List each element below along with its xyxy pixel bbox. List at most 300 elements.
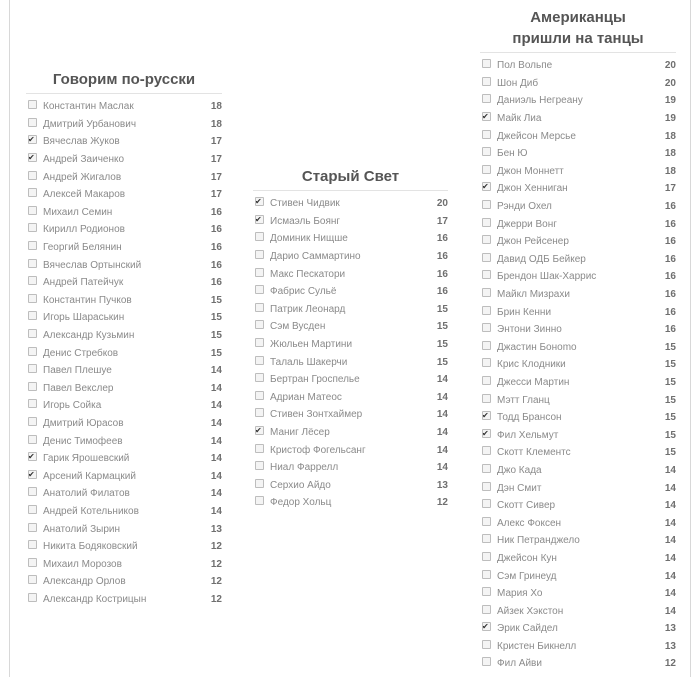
player-row[interactable]: [26, 116, 222, 134]
player-checkbox[interactable]: [482, 147, 491, 156]
player-checkbox[interactable]: [482, 587, 491, 596]
player-row[interactable]: [480, 145, 676, 163]
player-list: [26, 98, 222, 608]
player-row[interactable]: [26, 133, 222, 151]
player-count: 15: [664, 359, 676, 371]
player-count: 14: [664, 482, 676, 494]
player-count: 16: [664, 236, 676, 248]
player-row[interactable]: [26, 168, 222, 186]
player-name: Скотт Сивер: [497, 500, 556, 512]
player-checkbox[interactable]: [482, 411, 491, 420]
player-row[interactable]: [26, 397, 222, 415]
player-checkbox[interactable]: [255, 444, 264, 453]
player-checkbox[interactable]: [482, 657, 491, 666]
player-row[interactable]: [253, 195, 448, 213]
player-count: 13: [664, 623, 676, 635]
player-checkbox[interactable]: [482, 323, 491, 332]
player-checkbox[interactable]: [482, 270, 491, 279]
player-checkbox[interactable]: [482, 482, 491, 491]
player-name: Дмитрий Юрасов: [43, 417, 124, 429]
column-title: Говорим по-русски: [26, 69, 222, 94]
player-count: 14: [210, 453, 222, 465]
player-row[interactable]: [480, 655, 676, 673]
column-old-world: [253, 166, 448, 512]
player-checkbox[interactable]: [255, 408, 264, 417]
player-name: Тодд Брансон: [497, 412, 562, 424]
player-row[interactable]: [480, 339, 676, 357]
player-row[interactable]: [26, 204, 222, 222]
player-row[interactable]: [480, 444, 676, 462]
player-checkbox[interactable]: [482, 94, 491, 103]
player-count: 16: [436, 268, 448, 280]
player-row[interactable]: [253, 353, 448, 371]
player-checkbox[interactable]: [255, 391, 264, 400]
player-name: Адриан Матеос: [270, 391, 342, 403]
player-count: 15: [664, 412, 676, 424]
player-checkbox[interactable]: [255, 232, 264, 241]
player-count: 16: [436, 286, 448, 298]
player-checkbox[interactable]: [482, 534, 491, 543]
player-name: Анатолий Филатов: [43, 488, 130, 500]
player-row[interactable]: [480, 163, 676, 181]
player-checkbox[interactable]: [28, 153, 37, 162]
player-name: Бертран Гроспелье: [270, 374, 360, 386]
player-name: Талаль Шакерчи: [270, 356, 348, 368]
player-count: 20: [436, 198, 448, 210]
player-row[interactable]: [480, 57, 676, 75]
player-checkbox[interactable]: [255, 197, 264, 206]
player-row[interactable]: [26, 309, 222, 327]
player-row[interactable]: [26, 186, 222, 204]
player-count: 12: [210, 593, 222, 605]
player-row[interactable]: [480, 620, 676, 638]
player-count: 12: [664, 658, 676, 670]
player-checkbox[interactable]: [28, 399, 37, 408]
player-row[interactable]: [480, 303, 676, 321]
player-name: Андрей Жигалов: [43, 171, 122, 183]
player-name: Джейсон Кун: [497, 552, 557, 564]
player-checkbox[interactable]: [28, 135, 37, 144]
player-name: Маниг Лёсер: [270, 427, 330, 439]
player-checkbox[interactable]: [482, 394, 491, 403]
player-checkbox[interactable]: [28, 575, 37, 584]
player-checkbox[interactable]: [28, 223, 37, 232]
player-checkbox[interactable]: [28, 417, 37, 426]
player-checkbox[interactable]: [28, 311, 37, 320]
player-row[interactable]: [480, 251, 676, 269]
player-row[interactable]: [480, 550, 676, 568]
player-name: Мария Хо: [497, 588, 543, 600]
player-checkbox[interactable]: [482, 253, 491, 262]
player-row[interactable]: [480, 409, 676, 427]
player-checkbox[interactable]: [255, 215, 264, 224]
player-name: Денис Стребков: [43, 347, 119, 359]
player-row[interactable]: [253, 301, 448, 319]
player-row[interactable]: [26, 591, 222, 609]
player-name: Александр Кузьмин: [43, 330, 135, 342]
player-row[interactable]: [480, 233, 676, 251]
player-name: Игорь Шараськин: [43, 312, 125, 324]
player-checkbox[interactable]: [482, 640, 491, 649]
player-count: 16: [664, 253, 676, 265]
player-checkbox[interactable]: [482, 59, 491, 68]
player-name: Жюльен Мартини: [270, 339, 353, 351]
player-row[interactable]: [26, 415, 222, 433]
player-row[interactable]: [26, 538, 222, 556]
player-row[interactable]: [26, 292, 222, 310]
player-name: Скотт Клементс: [497, 447, 571, 459]
player-checkbox[interactable]: [482, 376, 491, 385]
player-name: Джон Моннетт: [497, 165, 564, 177]
player-name: Дарио Саммартино: [270, 251, 361, 263]
player-checkbox[interactable]: [482, 429, 491, 438]
player-row[interactable]: [253, 283, 448, 301]
player-checkbox[interactable]: [28, 259, 37, 268]
player-row[interactable]: [480, 497, 676, 515]
player-name: Патрик Леонард: [270, 303, 346, 315]
player-name: Даниэль Негреану: [497, 95, 583, 107]
player-checkbox[interactable]: [28, 505, 37, 514]
player-count: 15: [436, 303, 448, 315]
player-count: 16: [210, 242, 222, 254]
player-row[interactable]: [253, 389, 448, 407]
player-row[interactable]: [26, 98, 222, 116]
player-row[interactable]: [480, 638, 676, 656]
player-checkbox[interactable]: [482, 622, 491, 631]
player-name: Александр Кострицын: [43, 593, 147, 605]
player-row[interactable]: [26, 573, 222, 591]
player-checkbox[interactable]: [28, 487, 37, 496]
player-count: 16: [436, 233, 448, 245]
player-name: Андрей Патейчук: [43, 277, 124, 289]
player-checkbox[interactable]: [255, 285, 264, 294]
player-name: Кристен Бикнелл: [497, 640, 577, 652]
player-checkbox[interactable]: [482, 112, 491, 121]
player-checkbox[interactable]: [255, 479, 264, 488]
player-count: 14: [436, 374, 448, 386]
player-checkbox[interactable]: [482, 218, 491, 227]
player-count: 19: [664, 113, 676, 125]
player-checkbox[interactable]: [28, 593, 37, 602]
player-row[interactable]: [26, 344, 222, 362]
player-row[interactable]: [26, 503, 222, 521]
player-row[interactable]: [253, 477, 448, 495]
player-checkbox[interactable]: [482, 464, 491, 473]
player-row[interactable]: [480, 268, 676, 286]
player-list: [253, 195, 448, 512]
player-checkbox[interactable]: [482, 570, 491, 579]
player-row[interactable]: [480, 479, 676, 497]
column-americans: [480, 7, 676, 673]
player-name: Эрик Сайдел: [497, 623, 558, 635]
player-row[interactable]: [480, 321, 676, 339]
player-count: 14: [664, 552, 676, 564]
player-count: 16: [210, 206, 222, 218]
player-checkbox[interactable]: [482, 358, 491, 367]
player-row[interactable]: [26, 221, 222, 239]
player-name: Федор Хольц: [270, 497, 332, 509]
player-name: Арсений Кармацкий: [43, 470, 136, 482]
player-row[interactable]: [480, 180, 676, 198]
player-checkbox[interactable]: [482, 499, 491, 508]
player-row[interactable]: [253, 371, 448, 389]
player-name: Брендон Шак-Харрис: [497, 271, 597, 283]
player-checkbox[interactable]: [28, 276, 37, 285]
player-row[interactable]: [26, 151, 222, 169]
player-name: Анатолий Зырин: [43, 523, 121, 535]
player-name: Андрей Заиченко: [43, 154, 125, 166]
player-count: 15: [664, 447, 676, 459]
player-name: Сэм Вусден: [270, 321, 326, 333]
player-count: 15: [436, 339, 448, 351]
player-name: Фил Айви: [497, 658, 542, 670]
player-checkbox[interactable]: [482, 165, 491, 174]
player-checkbox[interactable]: [28, 540, 37, 549]
player-row[interactable]: [26, 485, 222, 503]
player-checkbox[interactable]: [482, 200, 491, 209]
player-checkbox[interactable]: [28, 452, 37, 461]
player-row[interactable]: [26, 467, 222, 485]
player-count: 16: [436, 251, 448, 263]
player-checkbox[interactable]: [482, 182, 491, 191]
player-row[interactable]: [480, 374, 676, 392]
player-row[interactable]: [253, 494, 448, 512]
player-count: 14: [210, 365, 222, 377]
player-name: Доминик Нищше: [270, 233, 348, 245]
player-name: Ниал Фаррелл: [270, 462, 339, 474]
player-count: 15: [210, 312, 222, 324]
player-count: 12: [210, 541, 222, 553]
player-name: Джейсон Мерсье: [497, 130, 576, 142]
player-count: 13: [436, 479, 448, 491]
player-checkbox[interactable]: [28, 347, 37, 356]
player-name: Гарик Ярошевский: [43, 453, 130, 465]
player-checkbox[interactable]: [28, 100, 37, 109]
player-name: Вячеслав Жуков: [43, 136, 120, 148]
player-name: Михаил Морозов: [43, 558, 122, 570]
player-checkbox[interactable]: [255, 356, 264, 365]
player-checkbox[interactable]: [482, 341, 491, 350]
player-checkbox[interactable]: [28, 329, 37, 338]
player-checkbox[interactable]: [255, 373, 264, 382]
player-count: 14: [436, 462, 448, 474]
player-row[interactable]: [480, 426, 676, 444]
player-row[interactable]: [26, 520, 222, 538]
player-name: Стивен Чидвик: [270, 198, 340, 210]
player-count: 14: [436, 409, 448, 421]
player-row[interactable]: [253, 213, 448, 231]
player-row[interactable]: [480, 585, 676, 603]
player-name: Джерри Вонг: [497, 218, 557, 230]
player-name: Константин Маслак: [43, 101, 134, 113]
player-name: Майк Лиа: [497, 113, 542, 125]
player-count: 14: [664, 605, 676, 617]
player-row[interactable]: [480, 198, 676, 216]
player-name: Константин Пучков: [43, 294, 132, 306]
player-checkbox[interactable]: [482, 446, 491, 455]
player-row[interactable]: [480, 127, 676, 145]
player-row[interactable]: [26, 327, 222, 345]
player-row[interactable]: [480, 602, 676, 620]
player-count: 16: [664, 289, 676, 301]
player-name: Джесси Мартин: [497, 376, 570, 388]
player-row[interactable]: [480, 462, 676, 480]
player-row[interactable]: [253, 248, 448, 266]
player-count: 17: [210, 171, 222, 183]
player-checkbox[interactable]: [28, 171, 37, 180]
player-checkbox[interactable]: [28, 206, 37, 215]
player-checkbox[interactable]: [28, 382, 37, 391]
player-name: Алекс Фоксен: [497, 517, 562, 529]
player-checkbox[interactable]: [482, 552, 491, 561]
player-checkbox[interactable]: [28, 241, 37, 250]
player-checkbox[interactable]: [482, 517, 491, 526]
player-row[interactable]: [253, 230, 448, 248]
player-count: 14: [210, 488, 222, 500]
player-row[interactable]: [26, 239, 222, 257]
player-name: Энтони Зинно: [497, 324, 562, 336]
player-name: Джон Хенниган: [497, 183, 568, 195]
player-checkbox[interactable]: [28, 294, 37, 303]
player-row[interactable]: [253, 265, 448, 283]
player-row[interactable]: [26, 274, 222, 292]
player-row[interactable]: [480, 514, 676, 532]
player-name: Дмитрий Урбанович: [43, 118, 137, 130]
player-checkbox[interactable]: [482, 77, 491, 86]
player-count: 12: [210, 558, 222, 570]
player-row[interactable]: [253, 406, 448, 424]
player-row[interactable]: [480, 110, 676, 128]
player-row[interactable]: [26, 432, 222, 450]
player-row[interactable]: [480, 92, 676, 110]
player-name: Денис Тимофеев: [43, 435, 123, 447]
player-count: 15: [210, 294, 222, 306]
player-row[interactable]: [26, 450, 222, 468]
player-count: 13: [210, 523, 222, 535]
player-count: 18: [664, 165, 676, 177]
player-checkbox[interactable]: [28, 435, 37, 444]
player-count: 17: [210, 154, 222, 166]
player-row[interactable]: [253, 441, 448, 459]
player-count: 14: [210, 470, 222, 482]
player-checkbox[interactable]: [482, 130, 491, 139]
player-row[interactable]: [26, 256, 222, 274]
player-checkbox[interactable]: [255, 303, 264, 312]
player-count: 19: [664, 95, 676, 107]
player-count: 15: [210, 330, 222, 342]
player-checkbox[interactable]: [482, 605, 491, 614]
player-row[interactable]: [253, 318, 448, 336]
player-name: Павел Плешуе: [43, 365, 112, 377]
player-count: 16: [210, 277, 222, 289]
player-count: 16: [210, 224, 222, 236]
player-name: Андрей Котельников: [43, 505, 139, 517]
player-checkbox[interactable]: [482, 306, 491, 315]
player-name: Павел Векслер: [43, 382, 114, 394]
player-checkbox[interactable]: [255, 496, 264, 505]
player-count: 14: [664, 588, 676, 600]
player-row[interactable]: [480, 215, 676, 233]
player-count: 17: [436, 215, 448, 227]
player-name: Георгий Белянин: [43, 242, 122, 254]
player-count: 14: [436, 391, 448, 403]
player-name: Мэтт Гланц: [497, 394, 550, 406]
player-count: 17: [664, 183, 676, 195]
player-row[interactable]: [480, 391, 676, 409]
player-checkbox[interactable]: [482, 235, 491, 244]
player-checkbox[interactable]: [255, 250, 264, 259]
player-checkbox[interactable]: [255, 268, 264, 277]
player-name: Майкл Мизрахи: [497, 289, 570, 301]
player-count: 14: [210, 400, 222, 412]
player-checkbox[interactable]: [28, 364, 37, 373]
player-name: Сэм Гринеуд: [497, 570, 557, 582]
player-name: Джастин Боноmo: [497, 341, 577, 353]
player-count: 16: [664, 201, 676, 213]
player-count: 14: [664, 570, 676, 582]
column-title: Американцы пришли на танцы: [480, 7, 676, 53]
player-row[interactable]: [480, 532, 676, 550]
player-row[interactable]: [26, 362, 222, 380]
player-checkbox[interactable]: [28, 558, 37, 567]
player-checkbox[interactable]: [255, 320, 264, 329]
player-count: 15: [664, 376, 676, 388]
player-count: 14: [664, 535, 676, 547]
player-checkbox[interactable]: [482, 288, 491, 297]
player-row[interactable]: [480, 356, 676, 374]
player-row[interactable]: [480, 286, 676, 304]
player-count: 16: [664, 306, 676, 318]
player-count: 17: [210, 189, 222, 201]
player-count: 15: [664, 394, 676, 406]
player-count: 16: [664, 271, 676, 283]
player-row[interactable]: [26, 380, 222, 398]
player-row[interactable]: [480, 567, 676, 585]
player-checkbox[interactable]: [255, 461, 264, 470]
player-count: 20: [664, 77, 676, 89]
player-checkbox[interactable]: [28, 470, 37, 479]
player-checkbox[interactable]: [28, 188, 37, 197]
player-name: Фил Хельмут: [497, 429, 559, 441]
player-checkbox[interactable]: [255, 426, 264, 435]
player-name: Пол Вольпе: [497, 60, 553, 72]
player-checkbox[interactable]: [28, 118, 37, 127]
column-title: Старый Свет: [253, 166, 448, 191]
player-count: 14: [664, 517, 676, 529]
player-name: Исмаэль Боянг: [270, 215, 341, 227]
player-count: 15: [664, 341, 676, 353]
player-name: Джо Када: [497, 464, 542, 476]
player-name: Бен Ю: [497, 148, 528, 160]
player-checkbox[interactable]: [28, 523, 37, 532]
player-name: Алексей Макаров: [43, 189, 126, 201]
player-row[interactable]: [253, 459, 448, 477]
player-row[interactable]: [26, 555, 222, 573]
player-name: Крис Клодники: [497, 359, 566, 371]
player-name: Игорь Сойка: [43, 400, 102, 412]
player-row[interactable]: [253, 424, 448, 442]
player-row[interactable]: [253, 336, 448, 354]
player-name: Михаил Семин: [43, 206, 113, 218]
player-count: 13: [664, 640, 676, 652]
player-checkbox[interactable]: [255, 338, 264, 347]
player-count: 17: [210, 136, 222, 148]
player-name: Никита Бодяковский: [43, 541, 138, 553]
player-name: Айзек Хэкстон: [497, 605, 564, 617]
player-name: Давид ОДБ Бейкер: [497, 253, 586, 265]
player-name: Кирилл Родионов: [43, 224, 125, 236]
player-row[interactable]: [480, 75, 676, 93]
